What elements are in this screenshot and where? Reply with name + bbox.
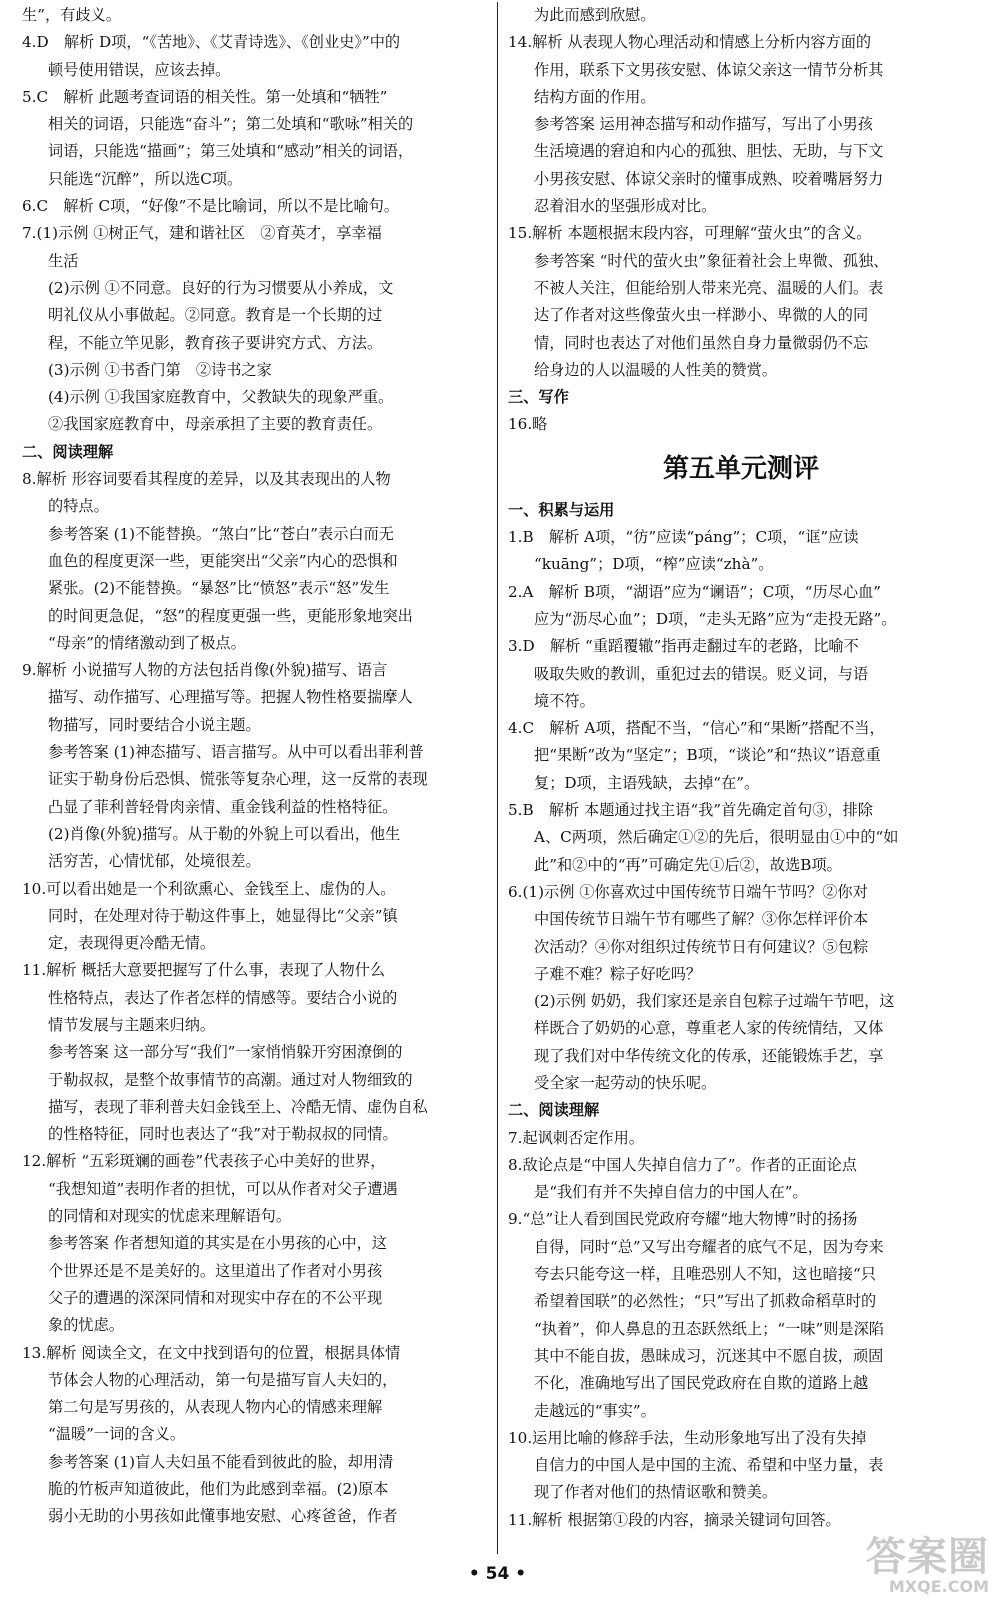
text-line: 不化，准确地写出了国民党政府在自欺的道路上越 [534,1374,869,1393]
section-title: 第五单元测评 [662,453,819,484]
section-heading: 一、积累与运用 [508,500,615,519]
text-line: 应为“沥尽心血”；D项，“走头无路”应为“走投无路”。 [534,609,897,628]
text-line: 夸去只能夸这一样，且唯恐别人不知，这也暗接“只 [534,1265,876,1284]
text-line: 只能选“沉醉”，所以选C项。 [48,169,243,188]
text-line: 象的忧虑。 [48,1316,124,1335]
text-line: 16.略 [508,415,548,434]
text-line: 8.解析 形容词要看其程度的差异，以及其表现出的人物 [22,470,391,489]
right-column-bottom [508,497,974,1534]
watermark-logo [866,1536,989,1596]
text-line: “执着”，仰人鼻息的丑态跃然纸上；“一味”则是深陷 [534,1319,884,1338]
text-line: 证实于勒身份后恐惧、慌张等复杂心理，这一反常的表现 [48,770,428,789]
column-divider [497,2,498,1554]
text-line: 14.解析 从表现人物心理活动和情感上分析内容方面的 [508,33,872,52]
text-line: 结构方面的作用。 [534,87,656,106]
text-line: 7.(1)示例 ①树正气，建和谐社区 ②育英才，享幸福 [22,224,382,243]
section-heading: 二、阅读理解 [508,1101,600,1120]
text-line: (3)示例 ①书香门第 ②诗书之家 [48,360,272,379]
text-line: 忍着泪水的坚强形成对比。 [534,197,717,216]
text-line: 现了作者对他们的热情讴歌和赞美。 [534,1483,777,1502]
text-line: 10.运用比喻的修辞手法，生动形象地写出了没有失掉 [508,1428,867,1447]
text-line: ②我国家庭教育中，母亲承担了主要的教育责任。 [48,415,383,434]
text-line: 复；D项，主语残缺，去掉“在”。 [534,773,760,792]
text-line: 5.B 解析 本题通过找主语“我”首先确定首句③，排除 [508,801,873,820]
text-line: 凸显了菲利普轻骨肉亲情、重金钱利益的性格特征。 [48,797,398,816]
text-line: 次活动？④你对组织过传统节日有何建议？⑤包粽 [534,937,869,956]
text-line: 情，同时也表达了对他们虽然自身力量微弱仍不忘 [534,333,869,352]
text-line: “我想知道”表明作者的担忧，可以从作者对父子遭遇 [48,1179,398,1198]
text-line: (4)示例 ①我国家庭教育中，父教缺失的现象严重。 [48,388,394,407]
text-line: 参考答案 作者想知道的其实是在小男孩的心中，这 [48,1234,387,1253]
text-line: 明礼仪从小事做起。②同意。教育是一个长期的过 [48,306,383,325]
text-line: “温暖”一词的含义。 [48,1425,186,1444]
text-line: 的时间更急促，“怒”的程度更强一些，更能形象地突出 [48,606,413,625]
text-line: 4.D 解析 D项，“《苦地》、《艾青诗选》、《创业史》”中的 [22,33,401,52]
text-line: 第二句是写男孩的，从表现人物内心的情感来理解 [48,1398,383,1417]
text-line: 11.解析 概括大意要把握写了什么事，表现了人物什么 [22,961,386,980]
text-line: (2)示例 ①不同意。良好的行为习惯要从小养成，文 [48,278,394,297]
text-line: 9.“总”让人看到国民党政府夸耀“地大物博”时的扬扬 [508,1210,858,1229]
text-line: 现了我们对中华传统文化的传承，还能锻炼手艺，享 [534,1046,884,1065]
text-line: 给身边的人以温暖的人性美的赞赏。 [534,360,777,379]
text-line: 参考答案 “时代的萤火虫”象征着社会上卑微、孤独、 [534,251,889,270]
text-line: 父子的遭遇的深深同情和对现实中存在的不公平现 [48,1288,383,1307]
text-line: 13.解析 阅读全文，在文中找到语句的位置，根据具体情 [22,1343,401,1362]
text-line: 参考答案 运用神态描写和动作描写，写出了小男孩 [534,115,873,134]
text-line: 活穷苦，心情忧郁，处境很差。 [48,852,261,871]
text-line: 生”，有歧义。 [22,6,121,24]
text-line: 的同情和对现实的忧虑来理解语句。 [48,1207,291,1226]
text-line: 15.解析 本题根据末段内容，可理解“萤火虫”的含义。 [508,224,872,243]
text-line: 定，表现得更冷酷无情。 [48,934,216,953]
section-heading: 三、写作 [508,388,569,407]
text-line: 2.A 解析 B项，“湖语”应为“谰语”；C项，“历尽心血” [508,582,882,601]
text-line: 情节发展与主题来归纳。 [48,1015,216,1034]
watermark-url: MXQE.COM [888,1577,989,1596]
text-line: 参考答案 (1)不能替换。“煞白”比“苍白”表示白而无 [48,524,394,543]
text-line: 的性格特征，同时也表达了“我”对于勒叔叔的同情。 [48,1125,398,1144]
text-line: 境不符。 [534,691,595,710]
text-line: 弱小无助的小男孩如此懂事地安慰、心疼爸爸，作者 [48,1507,398,1526]
text-line: 参考答案 这一部分写“我们”一家悄悄躲开穷困潦倒的 [48,1043,403,1062]
text-line: 中国传统节日端午节有哪些了解？③你怎样评价本 [534,910,869,929]
text-line: 1.B 解析 A项，“彷”应读“páng”；C项，“诓”应读 [508,528,859,547]
text-line: 自信力的中国人是中国的主流、希望和中坚力量，表 [534,1456,884,1475]
text-line: 相关的词语，只能选“奋斗”；第二处填和“歌咏”相关的 [48,115,414,134]
text-line: 描写、动作描写、心理描写等。把握人物性格要揣摩人 [48,688,413,707]
text-line: 8.敌论点是“中国人失掉自信力了”。作者的正面论点 [508,1155,857,1174]
text-line: 小男孩安慰、体谅父亲时的懂事成熟、咬着嘴唇努力 [534,169,884,188]
text-line: 4.C 解析 A项，搭配不当，“信心”和“果断”搭配不当， [508,719,885,738]
text-line: 7.起讽刺否定作用。 [508,1128,644,1147]
text-line: 12.解析 “五彩斑斓的画卷”代表孩子心中美好的世界， [22,1152,386,1171]
text-line: 10.可以看出她是一个利欲熏心、金钱至上、虚伪的人。 [22,879,396,898]
text-line: 顿号使用错误，应该去掉。 [48,60,231,79]
text-line: 同时，在处理对待于勒这件事上，她显得比“父亲”镇 [48,906,398,925]
text-line: 为此而感到欣慰。 [534,6,656,24]
text-line: 希望着国联”的必然性；“只”写出了抓救命稻草时的 [534,1292,877,1311]
text-line: 描写，表现了菲利普夫妇金钱至上、冷酷无情、虚伪自私 [48,1097,428,1116]
text-line: 9.解析 小说描写人物的方法包括肖像(外貌)描写、语言 [22,661,388,680]
text-line: 6.(1)示例 ①你喜欢过中国传统节日端午节吗？②你对 [508,882,868,901]
text-line: A、C两项，然后确定①②的先后，很明显由①中的“如 [534,828,899,847]
text-line: 参考答案 (1)神态描写、语言描写。从中可以看出菲利普 [48,743,424,762]
text-line: 是“我们有并不失掉自信力的中国人在”。 [534,1183,808,1202]
text-line: 物描写，同时要结合小说主题。 [48,715,261,734]
text-line: “母亲”的情绪激动到了极点。 [48,633,246,652]
text-line: 脆的竹板声知道彼此，他们为此感到幸福。(2)原本 [48,1480,389,1499]
text-line: 5.C 解析 此题考查词语的相关性。第一处填和“牺牲” [22,87,388,106]
text-line: 词语，只能选“描画”；第三处填和“感动”相关的词语， [48,142,414,161]
text-line: 3.D 解析 “重蹈覆辙”指再走翻过车的老路，比喻不 [508,637,859,656]
text-line: 紧张。(2)不能替换。“暴怒”比“愤怒”表示“怒”发生 [48,579,390,598]
text-line: 11.解析 根据第①段的内容，摘录关键词句回答。 [508,1510,841,1529]
text-line: 参考答案 (1)盲人夫妇虽不能看到彼此的脸，却用清 [48,1452,394,1471]
text-line: 节体会人物的心理活动，第一句是描写盲人夫妇的， [48,1370,398,1389]
text-line: 走越远的“事实”。 [534,1401,656,1420]
text-line: “kuāng”；D项，“榨”应读“zhà”。 [534,555,774,574]
text-line: 性格特点，表达了作者怎样的情感等。要结合小说的 [48,988,398,1007]
text-line: 自得，同时“总”又写出夸耀者的底气不足，因为夸来 [534,1237,884,1256]
text-line: 作用，联系下文男孩安慰、体谅父亲这一情节分析其 [534,60,884,79]
page-number: • 54 • [468,1564,527,1584]
text-line: 达了作者对这些像萤火虫一样渺小、卑微的人的同 [534,306,869,325]
text-line: 血色的程度更深一些，更能突出“父亲”内心的恐惧和 [48,551,398,570]
text-line: 受全家一起劳动的快乐呢。 [534,1073,717,1092]
section-heading: 二、阅读理解 [22,442,114,461]
text-line: 子难不难？粽子好吃吗？ [534,964,702,983]
right-column [508,2,974,1534]
text-line: 样既合了奶奶的心意，尊重老人家的传统情结，又体 [534,1019,884,1038]
watermark-text: 答案圈 [866,1534,989,1580]
text-line: 此”和②中的“再”可确定先①后②，故选B项。 [534,855,842,874]
text-line: 于勒叔叔，是整个故事情节的高潮。通过对人物细致的 [48,1070,413,1089]
text-line: (2)肖像(外貌)描写。从于勒的外貌上可以看出，他生 [48,824,401,843]
text-line: 个世界还是不是美好的。这里道出了作者对小男孩 [48,1261,383,1280]
text-line: 6.C 解析 C项，“好像”不是比喻词，所以不是比喻句。 [22,197,400,216]
text-line: (2)示例 奶奶，我们家还是亲自包粽子过端午节吧，这 [534,992,895,1011]
right-column-top [508,2,974,439]
text-line: 不被人关注，但能给别人带来光亮、温暖的人们。表 [534,278,884,297]
text-line: 程，不能立竿见影，教育孩子要讲究方式、方法。 [48,333,383,352]
text-line: 的特点。 [48,497,109,516]
text-line: 吸取失败的教训，重犯过去的错误。贬义词，与语 [534,664,869,683]
text-line: 生活境遇的窘迫和内心的孤独、胆怯、无助，与下文 [534,142,884,161]
left-column [22,2,490,1531]
text-line: 把“果断”改为“坚定”；B项，“谈论”和“热议”语意重 [534,746,881,765]
text-line: 生活 [48,251,79,270]
text-line: 其中不能自拔，愚昧成习，沉迷其中不愿自拔，顽固 [534,1346,884,1365]
